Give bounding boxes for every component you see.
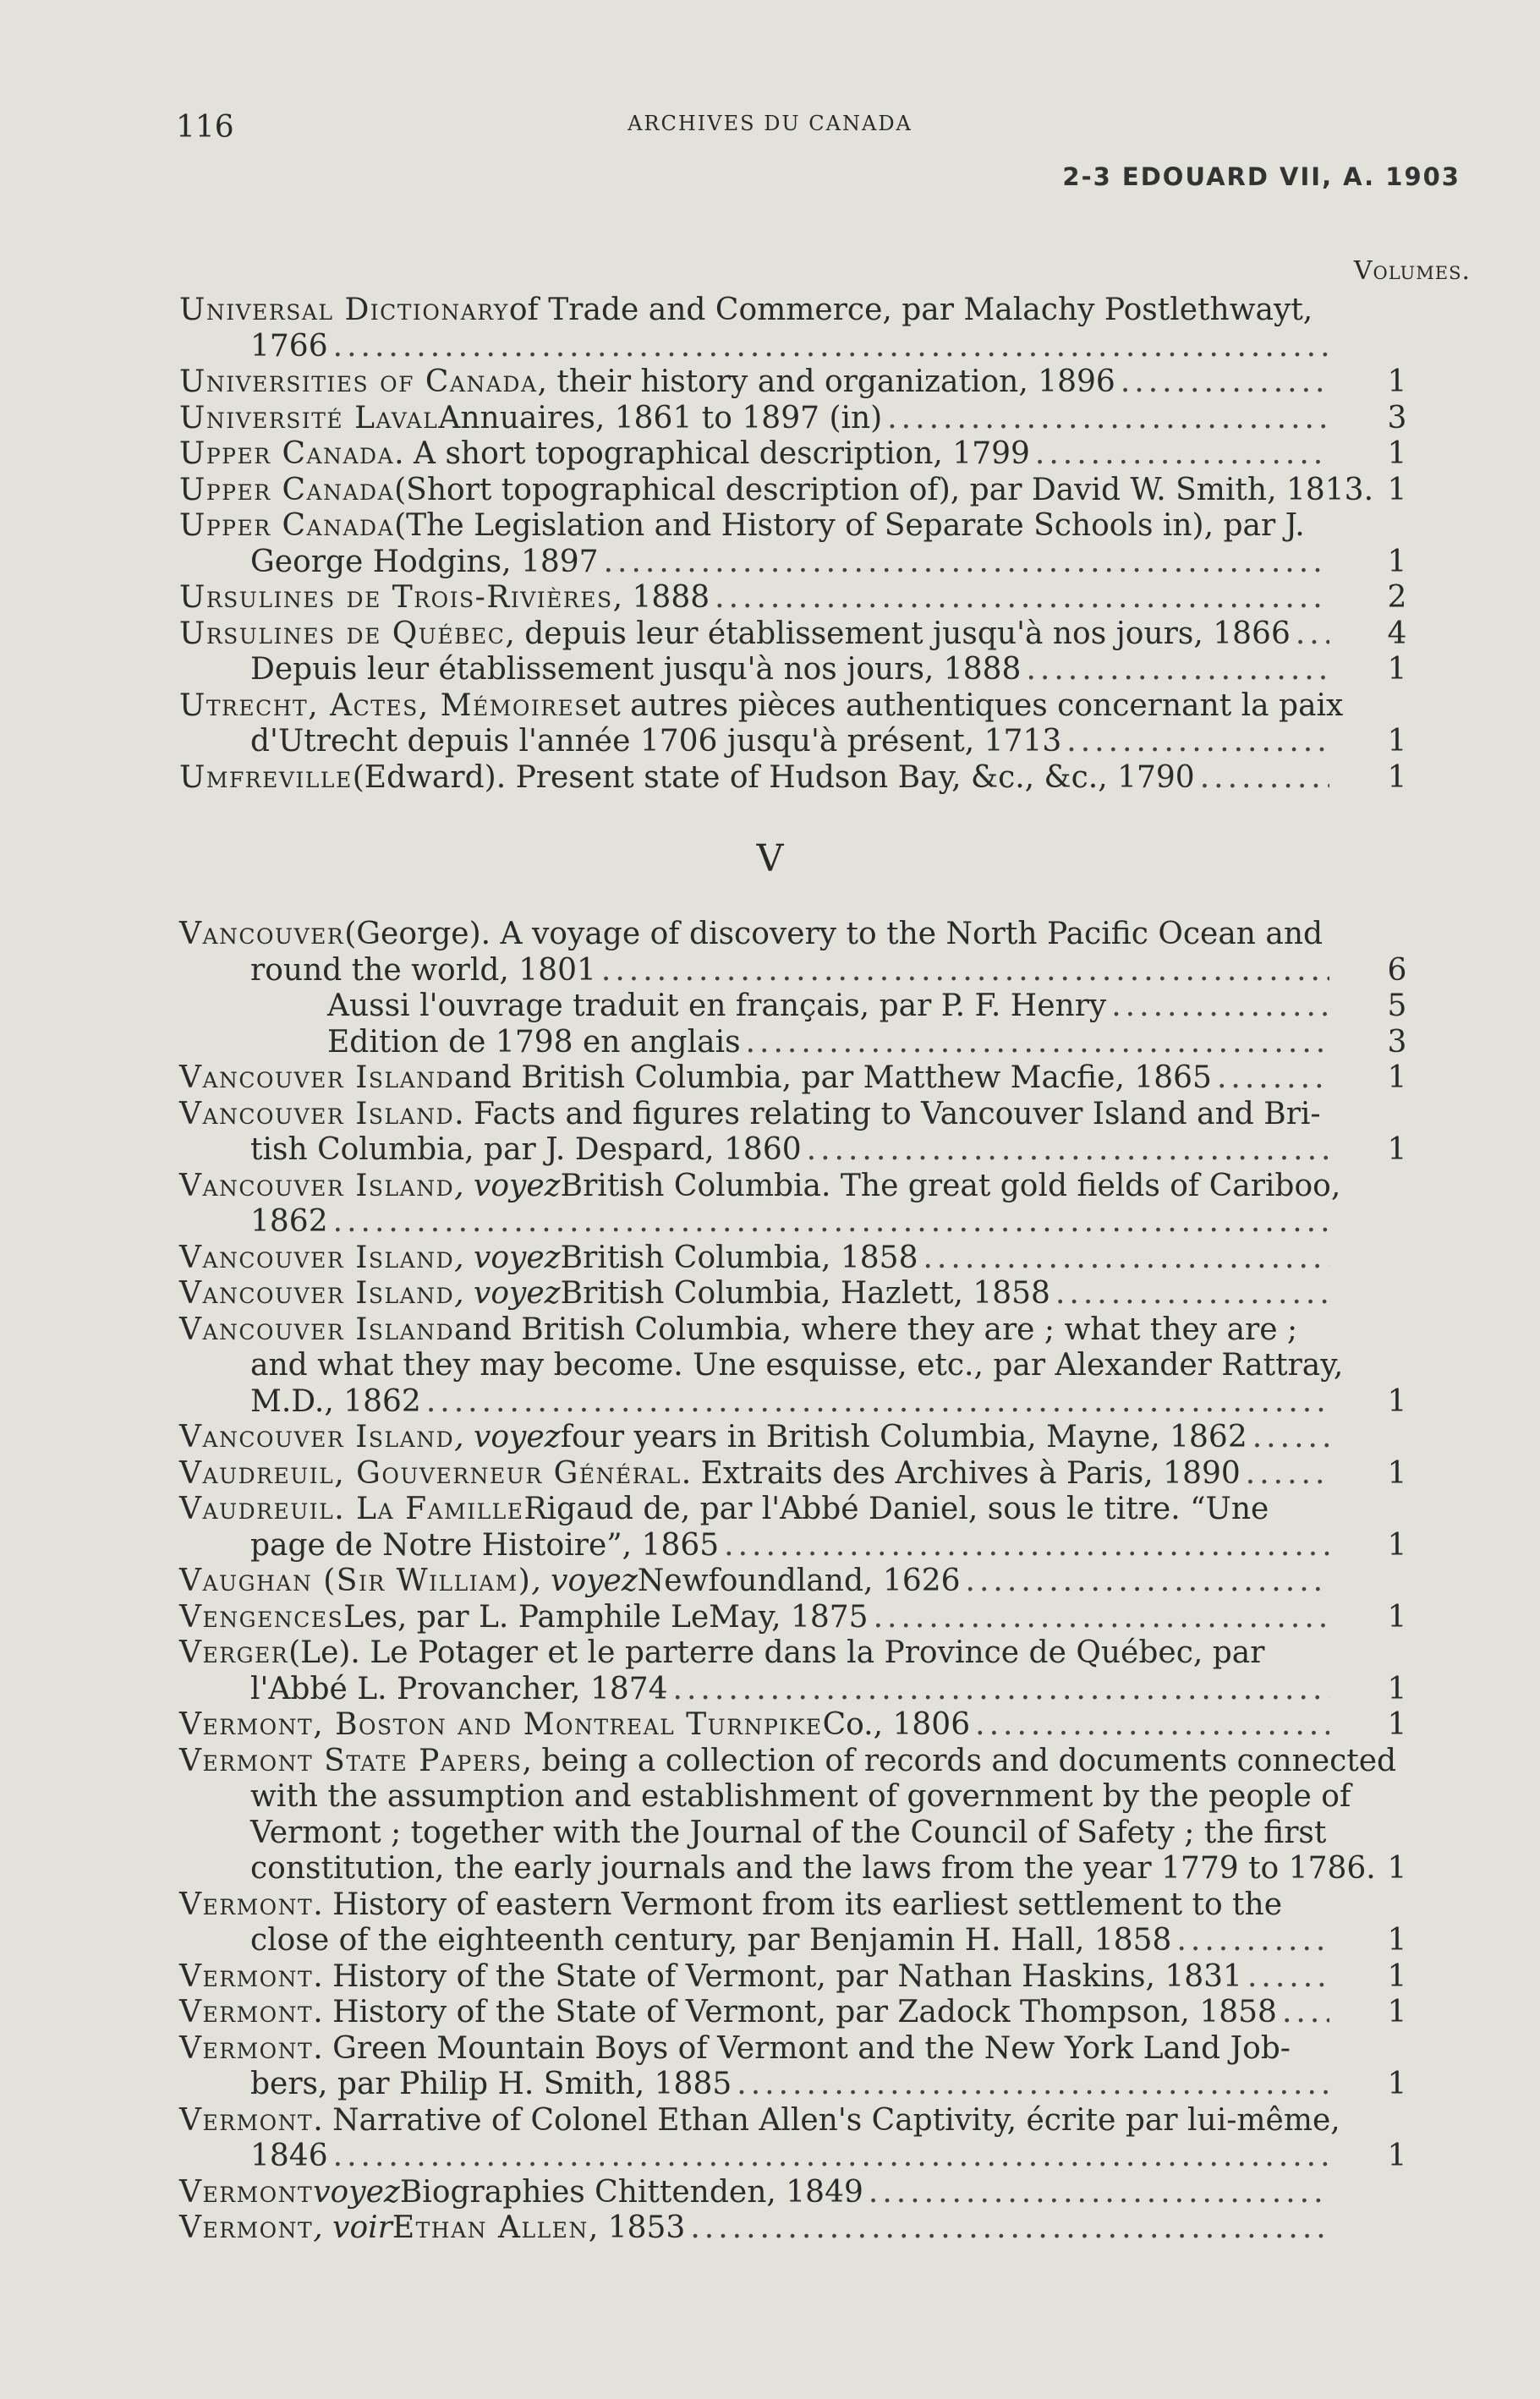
index-entry	[179, 1168, 1341, 1241]
entry-text: M.D., 1862	[250, 1383, 421, 1419]
entry-text: . Narrative of Colonel Ethan Allen's Captivity, écrite par lui-même,	[313, 2102, 1340, 2138]
volume-count: 3	[1387, 1024, 1407, 1060]
volume-count: 1	[1387, 1060, 1407, 1095]
leader-dots	[724, 1528, 1329, 1564]
entry-heading: Vancouver Island	[179, 1168, 455, 1203]
entry-text: Biographies Chittenden, 1849	[399, 2174, 863, 2210]
entry-continuation	[179, 1528, 1329, 1564]
entry-heading: Upper Canada	[179, 508, 395, 543]
index-entry	[179, 1276, 1329, 1312]
leader-dots	[1246, 1456, 1329, 1493]
section-letter: V	[756, 837, 784, 880]
entry-line	[179, 616, 1329, 653]
running-title: ARCHIVES DU CANADA	[628, 112, 912, 135]
entry-text: . History of eastern Vermont from its earliest settlement to the	[313, 1887, 1283, 1922]
entry-text: British Columbia, Hazlett, 1858	[560, 1276, 1050, 1311]
entry-italic: , voyez	[454, 1168, 561, 1203]
entry-italic: , voyez	[454, 1276, 561, 1311]
index-entry	[179, 508, 1407, 580]
entry-italic: , voir	[313, 2210, 392, 2245]
volume-count: 1	[1387, 1671, 1407, 1706]
leader-dots	[1111, 989, 1329, 1025]
entry-text: British Columbia, 1858	[560, 1240, 918, 1275]
volume-count: 1	[1387, 1995, 1407, 2029]
entry-line	[179, 652, 1329, 688]
entry-text: with the assumption and establishment of government by the people of	[250, 1779, 1351, 1814]
index-entries-v	[179, 917, 1407, 2247]
entry-line	[179, 472, 1374, 509]
index-entry	[179, 687, 1407, 760]
volume-count: 1	[1387, 1383, 1407, 1419]
index-entry	[179, 917, 1407, 989]
entry-line	[179, 401, 1329, 437]
index-entry	[179, 1096, 1407, 1169]
index-entry	[179, 989, 1407, 1025]
entry-heading: Vengences	[179, 1599, 344, 1635]
entry-text: round the world, 1801	[250, 952, 596, 988]
entry-text: and British Columbia, where they are ; what they are ;	[454, 1312, 1298, 1347]
entry-continuation	[179, 545, 1329, 581]
entry-heading: Vermont	[179, 1958, 314, 1994]
entry-italic: , voyez	[454, 1420, 561, 1454]
entry-heading: Vermont	[179, 1887, 314, 1922]
leader-dots	[923, 1241, 1329, 1277]
entry-continuation	[179, 1384, 1329, 1421]
entry-heading: Vermont	[179, 1995, 314, 2029]
leader-dots	[333, 1204, 1329, 1241]
entry-text: 1862	[250, 1204, 328, 1239]
entry-heading: Ursulines de Trois-Rivières	[179, 580, 613, 615]
index-entry	[179, 616, 1407, 653]
entry-continuation	[179, 1816, 1329, 1852]
entry-text: . History of the State of Vermont, par Zadock Thompson, 1858	[313, 1995, 1277, 2029]
entry-line	[179, 1420, 1329, 1456]
entry-text: Aussi l'ouvrage traduit en français, par P. F. Henry	[327, 989, 1107, 1023]
index-entry	[179, 1060, 1407, 1097]
entry-line	[179, 1743, 1397, 1780]
entry-heading: Vermont, Boston and Montreal Turnpike	[179, 1707, 823, 1742]
entry-line	[179, 2210, 1329, 2247]
entry-heading: Vaudreuil. La Famille	[179, 1492, 524, 1526]
entry-heading: Vancouver	[179, 917, 345, 951]
leader-dots	[1296, 616, 1329, 653]
volume-count: 4	[1387, 616, 1407, 651]
entry-italic: , voyez	[531, 1564, 638, 1598]
index-entry	[179, 1312, 1407, 1421]
entry-line	[179, 1025, 1329, 1061]
entry-continuation	[179, 1923, 1329, 1959]
entry-heading: Vancouver Island	[179, 1312, 455, 1347]
entry-text: Newfoundland, 1626	[637, 1564, 961, 1598]
entry-continuation	[179, 724, 1329, 760]
entry-text: . Green Mountain Boys of Vermont and the New York Land Job-	[313, 2030, 1291, 2066]
entry-text: (Edward). Present state of Hudson Bay, &c., &c., 1790	[352, 759, 1195, 795]
entry-line	[179, 293, 1329, 329]
volume-count: 3	[1387, 400, 1407, 435]
volume-count: 2	[1387, 580, 1407, 615]
entry-text: British Columbia. The great gold fields of Cariboo,	[560, 1168, 1341, 1203]
entry-text: Annuaires, 1861 to 1897 (in)	[438, 400, 883, 435]
entry-text: , their history and organization, 1896	[537, 364, 1115, 399]
entry-continuation	[179, 2067, 1329, 2103]
entry-line	[179, 1241, 1329, 1277]
leader-dots	[604, 545, 1329, 581]
entry-heading: Vaudreuil, Gouverneur Général	[179, 1455, 682, 1491]
index-entry	[179, 364, 1407, 401]
entry-line	[179, 1312, 1329, 1349]
entry-text: Rigaud de, par l'Abbé Daniel, sous le titre. “Une	[523, 1492, 1269, 1526]
volume-count: 1	[1387, 1851, 1407, 1886]
entry-line	[179, 1097, 1329, 1133]
index-entry	[179, 1707, 1407, 1744]
volume-count: 1	[1387, 472, 1407, 507]
entry-heading: Ursulines de Québec	[179, 616, 506, 651]
entry-heading: Vermont	[179, 2030, 314, 2066]
entry-heading: Upper Canada	[179, 436, 395, 471]
entry-line	[179, 1060, 1329, 1097]
entry-heading: Vermont	[179, 2174, 314, 2210]
volume-count: 1	[1387, 1923, 1407, 1958]
leader-dots	[333, 2139, 1329, 2175]
leader-dots	[975, 1707, 1329, 1744]
leader-dots	[746, 1025, 1329, 1061]
entry-heading: Umfreville	[179, 759, 353, 795]
entry-line	[179, 580, 1329, 616]
leader-dots	[737, 2067, 1329, 2103]
volume-count: 1	[1387, 436, 1407, 471]
entry-text: George Hodgins, 1897	[250, 544, 599, 579]
entry-line	[179, 989, 1329, 1025]
entry-text: (The Legislation and History of Separate Schools in), par J.	[394, 508, 1305, 543]
index-entry	[179, 1564, 1329, 1600]
volume-count: 1	[1387, 544, 1407, 579]
entry-heading: Vaughan (Sir William)	[179, 1564, 532, 1598]
entry-heading: Vancouver Island	[179, 1240, 455, 1275]
entry-text: Les, par L. Pamphile LeMay, 1875	[343, 1599, 869, 1635]
volume-count: 5	[1387, 989, 1407, 1023]
index-entry	[179, 1995, 1407, 2031]
entry-text: . A short topographical description, 1799	[394, 436, 1030, 471]
leader-dots	[887, 401, 1329, 437]
entry-heading: Ethan Allen	[392, 2210, 589, 2245]
entry-continuation	[179, 1779, 1351, 1816]
leader-dots	[1217, 1060, 1329, 1097]
index-entry	[179, 1492, 1407, 1564]
volume-count: 6	[1387, 952, 1407, 988]
entry-text: four years in British Columbia, Mayne, 1862	[560, 1420, 1247, 1454]
index-entry	[179, 1635, 1407, 1707]
entry-text: . Extraits des Archives à Paris, 1890	[681, 1455, 1241, 1491]
index-entry	[179, 1599, 1407, 1636]
volume-count: 1	[1387, 1958, 1407, 1994]
volume-count: 1	[1387, 759, 1407, 795]
leader-dots	[874, 1600, 1329, 1636]
index-entry	[179, 2210, 1329, 2247]
entry-continuation	[179, 1348, 1344, 1384]
entry-heading: Vermont	[179, 2102, 314, 2138]
entry-line	[179, 1707, 1329, 1744]
entry-line	[179, 1492, 1329, 1528]
entry-text: bers, par Philip H. Smith, 1885	[250, 2067, 732, 2101]
index-entry	[179, 1887, 1407, 1959]
volume-count: 1	[1387, 364, 1407, 399]
page-number: 116	[176, 110, 234, 145]
leader-dots	[1066, 724, 1329, 760]
entry-line	[179, 1276, 1329, 1312]
leader-dots	[1247, 1959, 1329, 1996]
entry-line	[179, 2102, 1340, 2139]
entry-continuation	[179, 329, 1329, 365]
entry-heading: Utrecht, Actes, Mémoires	[179, 687, 590, 723]
entry-line	[179, 436, 1329, 473]
leader-dots	[1176, 1923, 1329, 1959]
index-entry	[179, 1958, 1407, 1996]
leader-dots	[673, 1672, 1329, 1708]
entry-text: Vermont ; together with the Journal of the Council of Safety ; the first	[250, 1815, 1327, 1850]
entry-heading: Universities of Canada	[179, 364, 538, 399]
leader-dots	[1252, 1420, 1329, 1456]
volume-count: 1	[1387, 1707, 1407, 1742]
entry-heading: Vancouver Island	[179, 1096, 455, 1131]
volume-count: 1	[1387, 2067, 1407, 2101]
entry-text: l'Abbé L. Provancher, 1874	[250, 1671, 668, 1706]
entry-line	[179, 1600, 1329, 1636]
entry-text: of Trade and Commerce, par Malachy Postlethwayt,	[508, 293, 1313, 327]
entry-continuation	[179, 1132, 1329, 1169]
entry-text: (Short topographical description of), par David W. Smith, 1813.	[394, 472, 1374, 507]
index-entry	[179, 1743, 1407, 1887]
volume-count: 1	[1387, 1599, 1407, 1635]
entry-text: (Le). Le Potager et le parterre dans la Province de Québec, par	[288, 1635, 1265, 1670]
entry-line	[179, 1168, 1341, 1205]
entry-text: , being a collection of records and documents connected	[522, 1743, 1397, 1778]
entry-line	[179, 2031, 1329, 2068]
leader-dots	[690, 2210, 1329, 2247]
index-entry	[179, 1455, 1407, 1493]
volumes-column-header: Volumes.	[1353, 256, 1471, 286]
index-entry	[179, 1241, 1329, 1277]
index-entry	[179, 759, 1407, 797]
entry-text: close of the eighteenth century, par Benjamin H. Hall, 1858	[250, 1923, 1172, 1958]
entry-continuation	[179, 1204, 1329, 1241]
leader-dots	[1200, 760, 1329, 797]
entry-line	[179, 1564, 1329, 1600]
entry-heading: Université Laval	[179, 400, 439, 435]
entry-line	[179, 2175, 1329, 2211]
entry-text: et autres pièces authentiques concernant la paix	[589, 687, 1344, 723]
volume-count: 1	[1387, 2139, 1407, 2173]
index-entry	[179, 436, 1407, 473]
index-entry	[179, 1024, 1407, 1061]
entry-heading: Vancouver Island	[179, 1060, 455, 1095]
entry-heading: Upper Canada	[179, 472, 395, 507]
entry-heading: Vancouver Island	[179, 1276, 455, 1311]
entry-text: constitution, the early journals and the laws from the year 1779 to 1786.	[250, 1851, 1376, 1886]
entry-line	[179, 687, 1344, 725]
leader-dots	[966, 1564, 1329, 1600]
entry-text: page de Notre Histoire”, 1865	[250, 1527, 720, 1563]
leader-dots	[807, 1132, 1329, 1169]
index-entry	[179, 400, 1407, 437]
index-entry	[179, 293, 1329, 364]
entry-text: , 1888	[612, 580, 710, 615]
entry-continuation	[179, 1851, 1376, 1887]
leader-dots	[426, 1384, 1329, 1421]
leader-dots	[1055, 1276, 1329, 1312]
session-label: 2-3 EDOUARD VII, A. 1903	[1062, 162, 1461, 191]
leader-dots	[1026, 652, 1329, 688]
entry-line	[179, 760, 1329, 797]
entry-line	[179, 1995, 1329, 2031]
volume-count: 1	[1387, 652, 1407, 687]
entry-heading: Universal Dictionary	[179, 293, 509, 327]
entry-text: Co., 1806	[822, 1707, 971, 1742]
volume-count: 1	[1387, 1455, 1407, 1491]
leader-dots	[1035, 436, 1329, 473]
entry-heading: Vermont State Papers	[179, 1743, 523, 1778]
index-entry	[179, 580, 1407, 616]
entry-heading: Vancouver Island	[179, 1420, 455, 1454]
entry-text: 1846	[250, 2139, 328, 2173]
entry-text: , depuis leur établissement jusqu'à nos jours, 1866	[505, 616, 1291, 651]
entry-text: and what they may become. Une esquisse, etc., par Alexander Rattray,	[250, 1348, 1344, 1383]
entry-italic: , voyez	[454, 1240, 561, 1275]
entry-line	[179, 1635, 1329, 1672]
entry-line	[179, 1456, 1329, 1493]
entry-text: . Facts and figures relating to Vancouver Island and Bri-	[454, 1096, 1321, 1131]
leader-dots	[715, 580, 1329, 616]
entry-text: . History of the State of Vermont, par Nathan Haskins, 1831	[313, 1958, 1242, 1994]
entry-line	[179, 1959, 1329, 1996]
entry-continuation	[179, 953, 1329, 989]
index-entry	[179, 652, 1407, 688]
leader-dots	[869, 2175, 1329, 2211]
volume-count: 1	[1387, 1132, 1407, 1167]
leader-dots	[333, 329, 1329, 365]
entry-line	[179, 364, 1329, 401]
entry-line	[179, 917, 1329, 953]
entry-text: Depuis leur établissement jusqu'à nos jours, 1888	[250, 652, 1022, 687]
leader-dots	[1121, 364, 1329, 401]
index-entries-u	[179, 293, 1407, 796]
entry-text: , 1853	[588, 2210, 686, 2245]
index-entry	[179, 2102, 1407, 2175]
entry-heading: Verger	[179, 1635, 289, 1670]
index-entry	[179, 2175, 1329, 2211]
index-entry	[179, 2030, 1407, 2103]
entry-text: tish Columbia, par J. Despard, 1860	[250, 1132, 802, 1167]
index-entry	[179, 472, 1407, 509]
leader-dots	[601, 953, 1329, 989]
entry-continuation	[179, 2139, 1329, 2175]
entry-text: 1766	[250, 328, 328, 364]
entry-line	[179, 1887, 1329, 1924]
index-entry	[179, 1420, 1329, 1456]
entry-continuation	[179, 1672, 1329, 1708]
entry-text: and British Columbia, par Matthew Macfie, 1865	[454, 1060, 1212, 1095]
entry-text: d'Utrecht depuis l'année 1706 jusqu'à présent, 1713	[250, 724, 1062, 759]
entry-italic: voyez	[313, 2174, 400, 2210]
entry-text: Edition de 1798 en anglais	[327, 1024, 741, 1060]
volume-count: 1	[1387, 724, 1407, 759]
entry-heading: Vermont	[179, 2210, 314, 2245]
entry-line	[179, 508, 1329, 545]
volume-count: 1	[1387, 1527, 1407, 1563]
leader-dots	[1282, 1995, 1329, 2031]
entry-text: (George). A voyage of discovery to the North Pacific Ocean and	[344, 917, 1324, 951]
